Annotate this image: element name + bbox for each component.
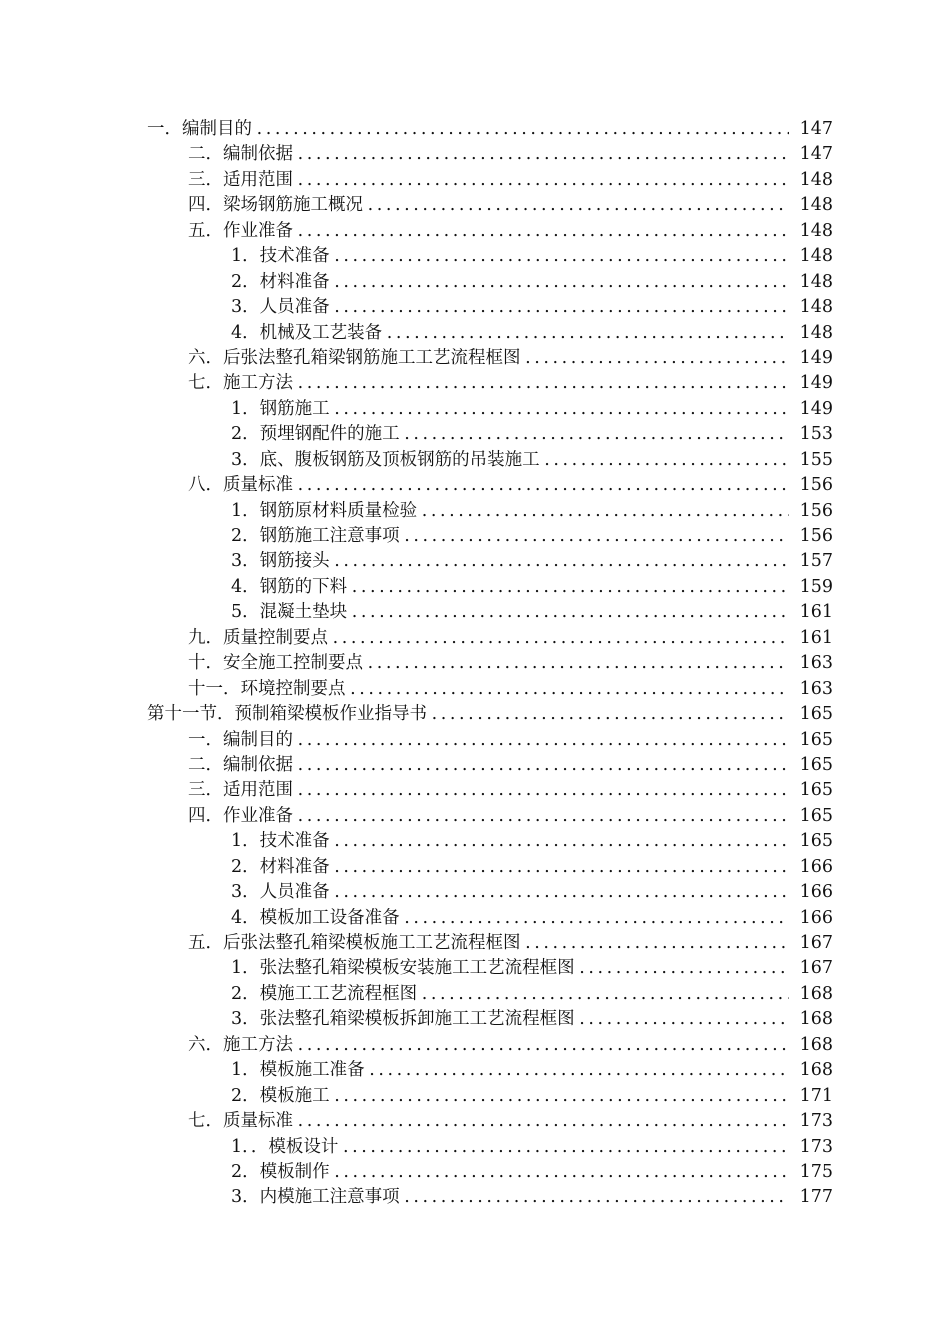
- toc-entry-title: 3．人员准备 . . .: [231, 880, 833, 905]
- toc-entry-title: 十．安全施工控制要点 . . .: [188, 651, 833, 676]
- toc-entry-page-number: 175: [789, 1160, 833, 1185]
- toc-entry-page-number: 156: [789, 524, 833, 549]
- toc-entry-page-number: 173: [789, 1109, 833, 1134]
- toc-entry[interactable]: [0, 499, 950, 524]
- toc-entry-page-number: 165: [789, 778, 833, 803]
- toc-entry-page-number: 166: [789, 855, 833, 880]
- toc-entry-title: 四．作业准备 . . .: [188, 804, 833, 829]
- toc-entry-title: 2．材料准备 . . .: [231, 270, 833, 295]
- toc-entry-page-number: 156: [789, 473, 833, 498]
- toc-entry-title: 八．质量标准 . . .: [188, 473, 833, 498]
- toc-entry-title: 九．质量控制要点 . . .: [188, 626, 833, 651]
- toc-entry-title: 3．人员准备 . . .: [231, 295, 833, 320]
- toc-entry-title: 二．编制依据 . . .: [188, 753, 833, 778]
- toc-entry-title: 1．模板施工准备 . . .: [231, 1058, 833, 1083]
- toc-entry[interactable]: [0, 1007, 950, 1032]
- toc-entry-title: 一．编制目的 . . .: [147, 117, 833, 142]
- toc-entry[interactable]: [0, 1058, 950, 1083]
- toc-entry-title: 1．技术准备 . . .: [231, 829, 833, 854]
- toc-entry[interactable]: [0, 142, 950, 167]
- toc-entry[interactable]: [0, 422, 950, 447]
- toc-entry[interactable]: [0, 1160, 950, 1185]
- toc-entry[interactable]: [0, 982, 950, 1007]
- toc-entry[interactable]: [0, 880, 950, 905]
- toc-entry-title: 2．模板施工 . . .: [231, 1084, 833, 1109]
- toc-entry-page-number: 149: [789, 397, 833, 422]
- toc-entry[interactable]: [0, 626, 950, 651]
- toc-entry[interactable]: [0, 855, 950, 880]
- toc-entry-title: 2．钢筋施工注意事项 . . .: [231, 524, 833, 549]
- toc-entry[interactable]: [0, 346, 950, 371]
- toc-entry-title: 二．编制依据 . . .: [188, 142, 833, 167]
- toc-entry-title: 4．模板加工设备准备 . . .: [231, 906, 833, 931]
- toc-entry[interactable]: [0, 1135, 950, 1160]
- toc-entry-page-number: 173: [789, 1135, 833, 1160]
- toc-entry[interactable]: [0, 219, 950, 244]
- toc-entry-page-number: 168: [789, 1033, 833, 1058]
- toc-entry-page-number: 168: [789, 1007, 833, 1032]
- toc-entry-title: 2．预埋钢配件的施工 . . .: [231, 422, 833, 447]
- toc-entry-title: 3．张法整孔箱梁模板拆卸施工工艺流程框图 . . .: [231, 1007, 833, 1032]
- toc-entry[interactable]: [0, 829, 950, 854]
- toc-entry[interactable]: [0, 906, 950, 931]
- toc-entry[interactable]: [0, 270, 950, 295]
- toc-entry-page-number: 165: [789, 702, 833, 727]
- toc-entry-page-number: 168: [789, 1058, 833, 1083]
- toc-entry[interactable]: [0, 244, 950, 269]
- toc-entry-page-number: 147: [789, 142, 833, 167]
- toc-entry-title: 4．钢筋的下料 . . .: [231, 575, 833, 600]
- toc-entry[interactable]: [0, 524, 950, 549]
- toc-entry-page-number: 165: [789, 804, 833, 829]
- toc-entry-page-number: 168: [789, 982, 833, 1007]
- toc-entry-page-number: 148: [789, 295, 833, 320]
- toc-entry[interactable]: [0, 575, 950, 600]
- toc-entry-page-number: 157: [789, 549, 833, 574]
- toc-entry-page-number: 177: [789, 1185, 833, 1210]
- toc-entry-title: 十一．环境控制要点 . . .: [188, 677, 833, 702]
- toc-entry-title: 六．后张法整孔箱梁钢筋施工工艺流程框图 . . .: [188, 346, 833, 371]
- toc-entry[interactable]: [0, 193, 950, 218]
- toc-entry-title: 五．后张法整孔箱梁模板施工工艺流程框图 . . .: [188, 931, 833, 956]
- toc-entry[interactable]: [0, 1109, 950, 1134]
- toc-entry-title: 三．适用范围 . . .: [188, 168, 833, 193]
- table-of-contents: [0, 117, 950, 1211]
- toc-entry-page-number: 148: [789, 244, 833, 269]
- toc-entry-page-number: 166: [789, 880, 833, 905]
- toc-entry-title: 2．模施工工艺流程框图 . . .: [231, 982, 833, 1007]
- toc-entry-page-number: 165: [789, 829, 833, 854]
- toc-entry[interactable]: [0, 448, 950, 473]
- toc-entry-title: 3．钢筋接头 . . .: [231, 549, 833, 574]
- toc-entry[interactable]: [0, 702, 950, 727]
- toc-entry-title: 1．技术准备 . . .: [231, 244, 833, 269]
- toc-entry[interactable]: [0, 549, 950, 574]
- toc-entry-page-number: 167: [789, 931, 833, 956]
- toc-entry-title: 2．模板制作 . . .: [231, 1160, 833, 1185]
- toc-entry[interactable]: [0, 1185, 950, 1210]
- toc-entry-page-number: 148: [789, 219, 833, 244]
- toc-entry-title: 七．施工方法 . . .: [188, 371, 833, 396]
- toc-entry-title: 五．作业准备 . . .: [188, 219, 833, 244]
- toc-entry-title: 第十一节．预制箱梁模板作业指导书 . . .: [147, 702, 833, 727]
- toc-entry-page-number: 148: [789, 193, 833, 218]
- toc-entry[interactable]: [0, 1033, 950, 1058]
- toc-entry-title: 1．钢筋原材料质量检验 . . .: [231, 499, 833, 524]
- toc-entry-title: 1．钢筋施工 . . .: [231, 397, 833, 422]
- toc-entry-page-number: 147: [789, 117, 833, 142]
- toc-entry[interactable]: [0, 651, 950, 676]
- toc-entry-page-number: 148: [789, 168, 833, 193]
- toc-entry-page-number: 159: [789, 575, 833, 600]
- toc-entry[interactable]: [0, 117, 950, 142]
- toc-entry-page-number: 149: [789, 371, 833, 396]
- toc-entry-page-number: 155: [789, 448, 833, 473]
- toc-entry[interactable]: [0, 295, 950, 320]
- toc-entry-title: 5．混凝土垫块 . . .: [231, 600, 833, 625]
- toc-entry[interactable]: [0, 321, 950, 346]
- toc-entry[interactable]: [0, 728, 950, 753]
- toc-entry-page-number: 163: [789, 677, 833, 702]
- toc-entry-title: 3．内模施工注意事项 . . .: [231, 1185, 833, 1210]
- toc-entry-page-number: 149: [789, 346, 833, 371]
- toc-entry[interactable]: [0, 1084, 950, 1109]
- toc-entry-page-number: 161: [789, 626, 833, 651]
- toc-entry-page-number: 171: [789, 1084, 833, 1109]
- toc-entry[interactable]: [0, 397, 950, 422]
- toc-entry[interactable]: [0, 931, 950, 956]
- toc-entry[interactable]: [0, 677, 950, 702]
- toc-entry-title: 七．质量标准 . . .: [188, 1109, 833, 1134]
- toc-entry-title: 2．材料准备 . . .: [231, 855, 833, 880]
- toc-entry-page-number: 166: [789, 906, 833, 931]
- toc-entry-page-number: 163: [789, 651, 833, 676]
- toc-entry[interactable]: [0, 371, 950, 396]
- toc-entry-title: 4．机械及工艺装备 . . .: [231, 321, 833, 346]
- toc-entry[interactable]: [0, 753, 950, 778]
- toc-entry[interactable]: [0, 473, 950, 498]
- toc-entry-page-number: 161: [789, 600, 833, 625]
- toc-entry-page-number: 153: [789, 422, 833, 447]
- toc-entry[interactable]: [0, 778, 950, 803]
- toc-entry-title: 一．编制目的 . . .: [188, 728, 833, 753]
- toc-entry[interactable]: [0, 168, 950, 193]
- toc-entry-title: 1．．模板设计 . . .: [231, 1135, 833, 1160]
- toc-entry-title: 1．张法整孔箱梁模板安装施工工艺流程框图 . . .: [231, 956, 833, 981]
- toc-entry-title: 四．梁场钢筋施工概况 . . .: [188, 193, 833, 218]
- toc-entry-title: 六．施工方法 . . .: [188, 1033, 833, 1058]
- toc-entry-page-number: 165: [789, 753, 833, 778]
- toc-entry-title: 3．底、腹板钢筋及顶板钢筋的吊装施工 . . .: [231, 448, 833, 473]
- toc-entry[interactable]: [0, 600, 950, 625]
- toc-entry-page-number: 148: [789, 321, 833, 346]
- toc-entry[interactable]: [0, 956, 950, 981]
- toc-entry[interactable]: [0, 804, 950, 829]
- toc-entry-page-number: 165: [789, 728, 833, 753]
- toc-entry-title: 三．适用范围 . . .: [188, 778, 833, 803]
- toc-entry-page-number: 148: [789, 270, 833, 295]
- toc-entry-page-number: 156: [789, 499, 833, 524]
- toc-entry-page-number: 167: [789, 956, 833, 981]
